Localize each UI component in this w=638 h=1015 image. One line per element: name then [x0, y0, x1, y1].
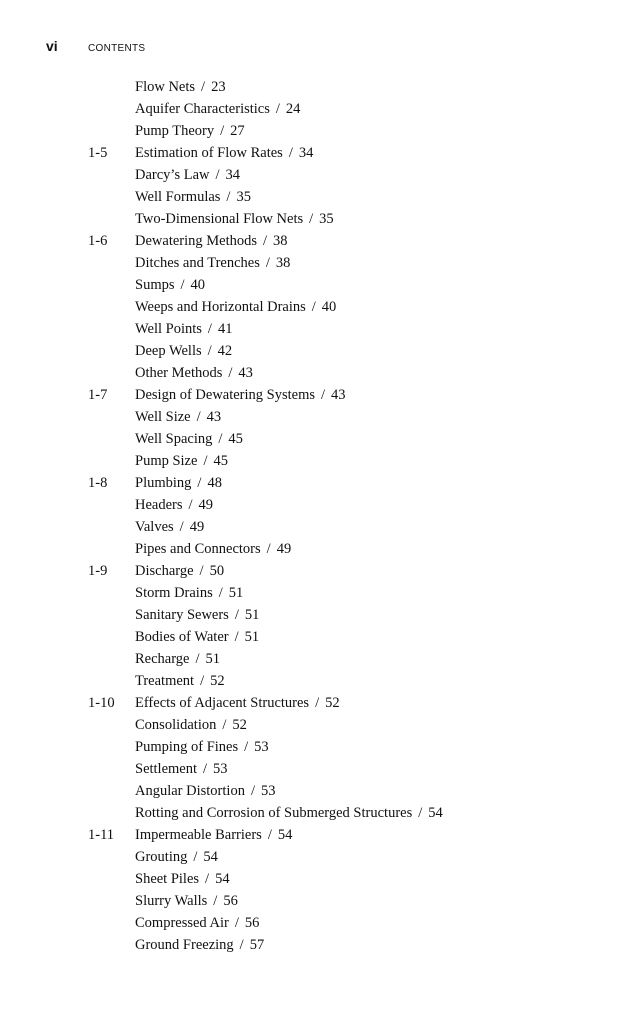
toc-entry-title: Weeps and Horizontal Drains	[135, 299, 306, 315]
toc-separator: /	[218, 585, 223, 601]
toc-section-number	[88, 318, 135, 340]
toc-section-number: 1-11	[88, 827, 115, 843]
toc-separator: /	[188, 497, 193, 513]
toc-subsection-entry	[88, 76, 608, 98]
toc-section-number: 1-6	[88, 233, 108, 249]
toc-subsection-entry	[88, 670, 608, 692]
toc-section-number	[88, 934, 135, 956]
toc-page-number: 54	[215, 871, 230, 887]
toc-section-number	[88, 538, 135, 560]
toc-page-number: 56	[244, 915, 260, 931]
toc-section-number	[88, 516, 135, 538]
toc-section-number	[88, 494, 135, 516]
toc-section-number	[88, 604, 135, 626]
toc-section-number	[88, 208, 135, 230]
toc-entry-title: Valves	[135, 519, 174, 535]
toc-page-number: 34	[298, 145, 314, 161]
toc-section-number	[88, 296, 135, 318]
page-header	[46, 38, 145, 58]
toc-separator: /	[234, 915, 239, 931]
toc-entry-title: Bodies of Water	[135, 629, 229, 645]
toc-section-number	[88, 802, 135, 824]
toc-separator: /	[234, 607, 239, 623]
toc-subsection-entry	[88, 120, 608, 142]
toc-section-number	[88, 648, 135, 670]
toc-entry-title: Deep Wells	[135, 343, 202, 359]
toc-page-number: 54	[203, 849, 218, 865]
toc-entry-title: Pump Theory	[135, 123, 215, 139]
toc-page-number: 49	[198, 497, 214, 513]
toc-entry-title: Pipes and Connectors	[135, 541, 261, 557]
toc-subsection-entry	[88, 912, 608, 934]
toc-subsection-entry	[88, 252, 608, 274]
toc-separator: /	[207, 321, 212, 337]
toc-section-number	[88, 428, 135, 450]
toc-section-number	[88, 340, 135, 362]
toc-entry-title: Flow Nets	[135, 79, 196, 95]
toc-entry-title: Design of Dewatering Systems	[135, 387, 316, 403]
toc-page-number: 51	[244, 629, 260, 645]
toc-entry-title: Slurry Walls	[135, 893, 208, 909]
toc-section-entry	[88, 384, 608, 406]
toc-separator: /	[195, 651, 200, 667]
toc-separator: /	[311, 299, 316, 315]
toc-entry-title: Angular Distortion	[135, 783, 245, 799]
toc-page-number: 40	[321, 299, 337, 315]
toc-section-number	[88, 626, 135, 648]
toc-page-number: 49	[276, 541, 292, 557]
toc-separator: /	[288, 145, 293, 161]
toc-subsection-entry	[88, 626, 608, 648]
toc-subsection-entry	[88, 538, 608, 560]
toc-page-number: 56	[223, 893, 238, 909]
toc-separator: /	[199, 563, 204, 579]
toc-entry-title: Other Methods	[135, 365, 223, 381]
toc-section-number	[88, 98, 135, 120]
toc-section-number	[88, 736, 135, 758]
toc-subsection-entry	[88, 318, 608, 340]
toc-subsection-entry	[88, 868, 608, 890]
toc-section-number	[88, 164, 135, 186]
toc-separator: /	[220, 123, 225, 139]
toc-subsection-entry	[88, 296, 608, 318]
toc-page-number: 34	[225, 167, 241, 183]
toc-entry-title: Consolidation	[135, 717, 217, 733]
toc-subsection-entry	[88, 494, 608, 516]
toc-separator: /	[244, 739, 249, 755]
toc-entry-title: Darcy’s Law	[135, 167, 210, 183]
toc-separator: /	[222, 717, 227, 733]
toc-separator: /	[197, 475, 202, 491]
toc-page-number: 42	[217, 343, 233, 359]
toc-separator: /	[265, 255, 270, 271]
toc-subsection-entry	[88, 714, 608, 736]
toc-entry-title: Aquifer Characteristics	[135, 101, 270, 117]
toc-page-number: 45	[228, 431, 243, 447]
toc-entry-title: Ditches and Trenches	[135, 255, 260, 271]
toc-separator: /	[239, 937, 244, 953]
toc-subsection-entry	[88, 736, 608, 758]
toc-subsection-entry	[88, 802, 608, 824]
toc-page-number: 51	[205, 651, 221, 667]
toc-entry-title: Recharge	[135, 651, 190, 667]
toc-page-number: 51	[228, 585, 244, 601]
toc-section-entry	[88, 824, 608, 846]
toc-page-number: 45	[213, 453, 228, 469]
toc-section-number: 1-9	[88, 563, 108, 579]
toc-page-number: 48	[207, 475, 222, 491]
toc-section-number	[88, 890, 135, 912]
toc-subsection-entry	[88, 186, 608, 208]
toc-page-number: 43	[331, 387, 346, 403]
toc-section-number	[88, 846, 135, 868]
toc-page-number: 43	[238, 365, 253, 381]
toc-subsection-entry	[88, 582, 608, 604]
toc-separator: /	[207, 343, 212, 359]
toc-entry-title: Rotting and Corrosion of Submerged Structures	[135, 805, 413, 821]
toc-subsection-entry	[88, 274, 608, 296]
toc-entry-title: Sanitary Sewers	[135, 607, 229, 623]
toc-entry-title: Plumbing	[135, 475, 192, 491]
toc-section-number: 1-10	[88, 695, 115, 711]
toc-page-number: 57	[249, 937, 265, 953]
toc-page-number: 38	[273, 233, 288, 249]
toc-subsection-entry	[88, 98, 608, 120]
toc-section-number	[88, 868, 135, 890]
toc-subsection-entry	[88, 362, 608, 384]
toc-section-number	[88, 274, 135, 296]
toc-separator: /	[201, 79, 206, 95]
toc-separator: /	[193, 849, 198, 865]
toc-entry-title: Sumps	[135, 277, 175, 293]
toc-entry-title: Ground Freezing	[135, 937, 234, 953]
page-number: vi	[46, 38, 58, 54]
toc-page-number: 54	[277, 827, 293, 843]
toc-entry-title: Grouting	[135, 849, 188, 865]
toc-entry-title: Well Spacing	[135, 431, 213, 447]
toc-page-number: 54	[428, 805, 443, 821]
toc-separator: /	[226, 189, 231, 205]
toc-section-number	[88, 450, 135, 472]
toc-section-number	[88, 252, 135, 274]
toc-page-number: 40	[190, 277, 206, 293]
toc-section-entry	[88, 692, 608, 714]
toc-section-entry	[88, 230, 608, 252]
toc-section-number	[88, 362, 135, 384]
table-of-contents	[88, 76, 608, 956]
toc-subsection-entry	[88, 846, 608, 868]
toc-section-number: 1-7	[88, 387, 108, 403]
toc-separator: /	[228, 365, 233, 381]
toc-separator: /	[418, 805, 423, 821]
toc-separator: /	[213, 893, 218, 909]
toc-section-number	[88, 120, 135, 142]
toc-subsection-entry	[88, 604, 608, 626]
toc-separator: /	[250, 783, 255, 799]
toc-subsection-entry	[88, 340, 608, 362]
toc-page-number: 53	[260, 783, 276, 799]
toc-separator: /	[203, 761, 208, 777]
toc-entry-title: Impermeable Barriers	[135, 827, 262, 843]
toc-entry-title: Pump Size	[135, 453, 198, 469]
toc-separator: /	[218, 431, 223, 447]
toc-subsection-entry	[88, 648, 608, 670]
toc-separator: /	[275, 101, 280, 117]
toc-page-number: 53	[213, 761, 228, 777]
toc-separator: /	[266, 541, 271, 557]
toc-section-number	[88, 406, 135, 428]
toc-section-number: 1-5	[88, 145, 108, 161]
toc-entry-title: Treatment	[135, 673, 195, 689]
toc-section-entry	[88, 560, 608, 582]
toc-section-number	[88, 758, 135, 780]
toc-section-entry	[88, 142, 608, 164]
toc-separator: /	[309, 211, 314, 227]
toc-subsection-entry	[88, 780, 608, 802]
toc-page-number: 50	[209, 563, 225, 579]
toc-subsection-entry	[88, 934, 608, 956]
toc-entry-title: Compressed Air	[135, 915, 229, 931]
toc-section-number	[88, 76, 135, 98]
toc-entry-title: Headers	[135, 497, 183, 513]
toc-page-number: 52	[210, 673, 225, 689]
toc-subsection-entry	[88, 208, 608, 230]
running-head: CONTENTS	[88, 43, 146, 54]
toc-entry-title: Well Points	[135, 321, 202, 337]
toc-page-number: 52	[325, 695, 340, 711]
toc-separator: /	[263, 233, 268, 249]
toc-section-number: 1-8	[88, 475, 108, 491]
toc-subsection-entry	[88, 890, 608, 912]
toc-page-number: 23	[211, 79, 226, 95]
toc-entry-title: Dewatering Methods	[135, 233, 258, 249]
toc-entry-title: Settlement	[135, 761, 198, 777]
toc-entry-title: Estimation of Flow Rates	[135, 145, 283, 161]
toc-section-number	[88, 670, 135, 692]
toc-entry-title: Two-Dimensional Flow Nets	[135, 211, 304, 227]
toc-subsection-entry	[88, 450, 608, 472]
toc-page-number: 53	[254, 739, 269, 755]
toc-page-number: 49	[189, 519, 205, 535]
toc-separator: /	[180, 277, 185, 293]
toc-page-number: 52	[232, 717, 247, 733]
toc-separator: /	[200, 673, 205, 689]
toc-separator: /	[205, 871, 210, 887]
toc-page-number: 24	[285, 101, 301, 117]
toc-section-number	[88, 582, 135, 604]
toc-entry-title: Well Size	[135, 409, 191, 425]
toc-separator: /	[234, 629, 239, 645]
toc-subsection-entry	[88, 164, 608, 186]
toc-page-number: 35	[319, 211, 334, 227]
toc-separator: /	[315, 695, 320, 711]
toc-separator: /	[196, 409, 201, 425]
toc-section-entry	[88, 472, 608, 494]
toc-separator: /	[267, 827, 272, 843]
toc-subsection-entry	[88, 758, 608, 780]
toc-separator: /	[215, 167, 220, 183]
toc-subsection-entry	[88, 516, 608, 538]
toc-separator: /	[203, 453, 208, 469]
toc-section-number	[88, 714, 135, 736]
toc-entry-title: Pumping of Fines	[135, 739, 239, 755]
toc-section-number	[88, 186, 135, 208]
toc-subsection-entry	[88, 406, 608, 428]
toc-subsection-entry	[88, 428, 608, 450]
toc-page-number: 27	[230, 123, 245, 139]
toc-entry-title: Effects of Adjacent Structures	[135, 695, 310, 711]
toc-page-number: 51	[244, 607, 260, 623]
toc-page-number: 41	[217, 321, 233, 337]
toc-page-number: 43	[206, 409, 222, 425]
toc-page-number: 35	[236, 189, 251, 205]
toc-separator: /	[321, 387, 326, 403]
toc-section-number	[88, 780, 135, 802]
toc-entry-title: Storm Drains	[135, 585, 213, 601]
toc-page-number: 38	[275, 255, 291, 271]
toc-section-number	[88, 912, 135, 934]
toc-separator: /	[179, 519, 184, 535]
toc-entry-title: Discharge	[135, 563, 194, 579]
toc-entry-title: Sheet Piles	[135, 871, 200, 887]
toc-entry-title: Well Formulas	[135, 189, 221, 205]
